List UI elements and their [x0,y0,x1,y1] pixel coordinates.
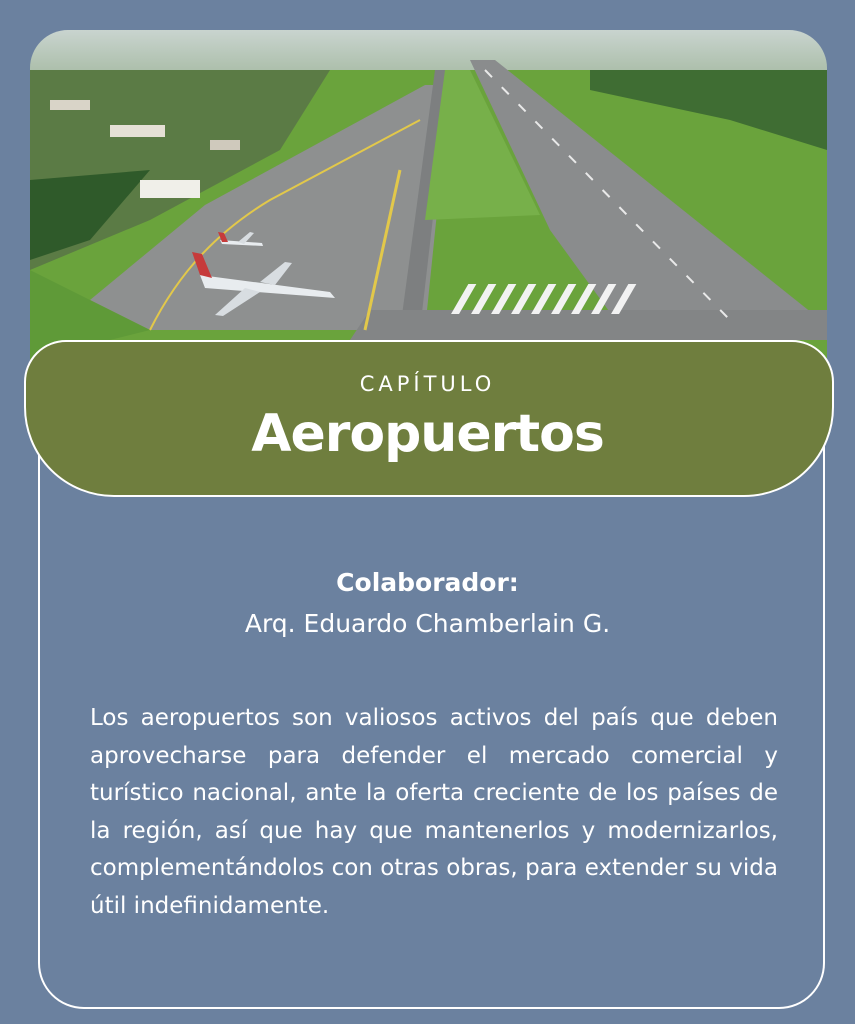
chapter-title: Aeropuertos [251,404,604,464]
collaborator-label: Colaborador: [336,568,519,597]
runway-end [350,310,827,340]
building [110,125,165,137]
chapter-label: CAPÍTULO [359,372,496,396]
collaborator-name: Arq. Eduardo Chamberlain G. [244,609,611,638]
building [50,100,90,110]
building [210,140,240,150]
intro-paragraph: Los aeropuertos son valiosos activos del país que deben aprovecharse para defender el mercado comercial y turístico nacional, ante la oferta creciente de los países de la región, así que hay que mantenerlos y modernizarlos, complementándolos con otras obras, para extender su vida útil indefinidamente. [90,705,778,919]
airport-illustration [30,30,827,360]
airport-photo [30,30,827,360]
building [140,180,200,198]
